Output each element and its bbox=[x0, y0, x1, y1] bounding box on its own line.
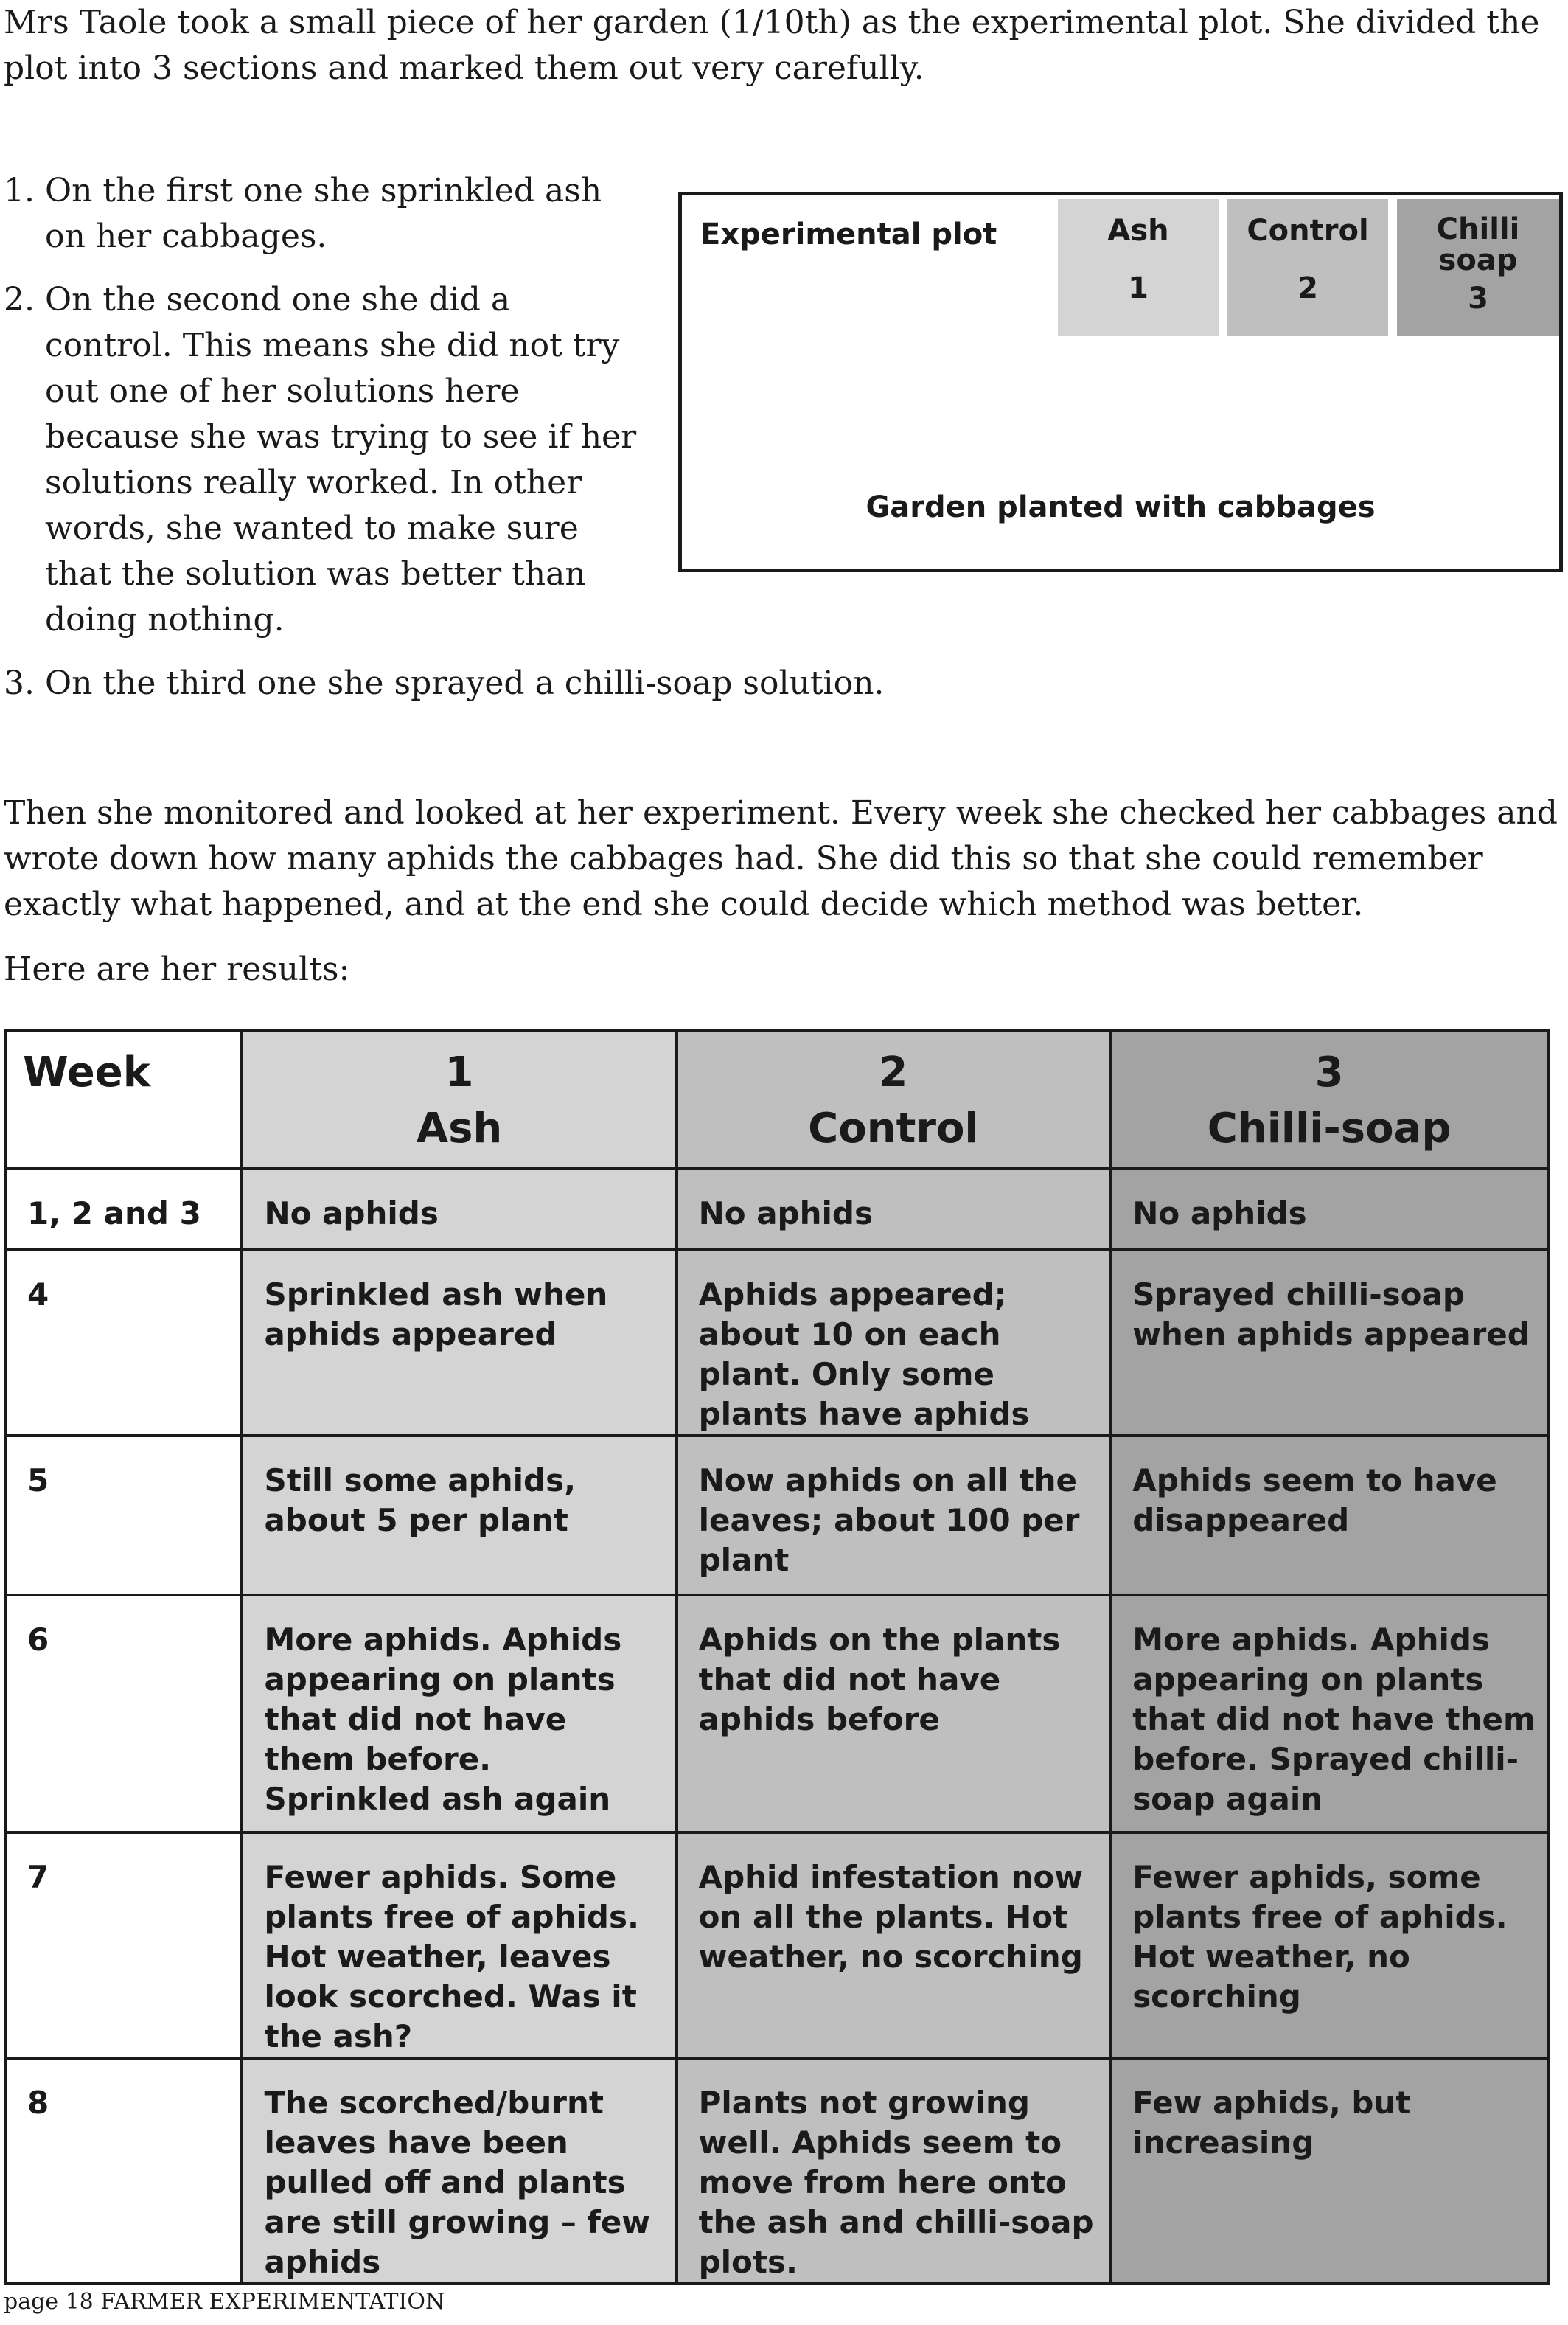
page-footer: page 18 FARMER EXPERIMENTATION bbox=[4, 2289, 445, 2315]
plot-label: Control bbox=[1247, 214, 1369, 248]
list-number: 2. bbox=[4, 281, 35, 319]
header-chilli-soap bbox=[1110, 1030, 1548, 1169]
chilli-soap-cell: Few aphids, but increasing bbox=[1110, 2058, 1548, 2284]
ash-cell: Fewer aphids. Some plants free of aphids. Hot weather, leaves look scorched. Was it the ash? bbox=[242, 1832, 676, 2058]
ash-cell: No aphids bbox=[242, 1169, 676, 1250]
table-header-row bbox=[5, 1030, 1548, 1169]
plot-number: 3 bbox=[1468, 282, 1488, 316]
header-week bbox=[5, 1030, 242, 1169]
plot-label: Ash bbox=[1107, 214, 1169, 248]
list-number: 3. bbox=[4, 664, 35, 702]
monitoring-paragraph: Then she monitored and looked at her experiment. Every week she checked her cabbages and wrote down how many aphids the cabbages had. She did this so that she could remember exactly what happened, and at the end she could decide which method was better. bbox=[4, 794, 1558, 923]
plot-number: 2 bbox=[1297, 271, 1318, 305]
list-item bbox=[4, 168, 649, 260]
chilli-soap-cell: No aphids bbox=[1110, 1169, 1548, 1250]
header-label: Week bbox=[23, 1049, 150, 1097]
ash-cell: More aphids. Aphids appearing on plants that did not have them before. Sprinkled ash again bbox=[242, 1595, 676, 1832]
table-row bbox=[5, 2058, 1548, 2284]
plot-control bbox=[1227, 199, 1388, 336]
week-cell: 5 bbox=[5, 1436, 242, 1595]
diagram-title: Experimental plot bbox=[700, 218, 997, 251]
header-control bbox=[677, 1030, 1111, 1169]
list-text: On the third one she sprayed a chilli-soap solution. bbox=[45, 664, 885, 702]
plot-chilli-soap bbox=[1397, 199, 1559, 336]
week-cell: 7 bbox=[5, 1832, 242, 2058]
control-cell: Aphids appeared; about 10 on each plant. Only some plants have aphids bbox=[677, 1250, 1111, 1436]
week-cell: 4 bbox=[5, 1250, 242, 1436]
intro-paragraph: Mrs Taole took a small piece of her garden (1/10th) as the experimental plot. She divided the plot into 3 sections and marked them out very carefully. bbox=[4, 4, 1540, 87]
control-cell: No aphids bbox=[677, 1169, 1111, 1250]
garden-label: Garden planted with cabbages bbox=[865, 490, 1376, 524]
plot-ash bbox=[1058, 199, 1219, 336]
table-row bbox=[5, 1169, 1548, 1250]
table-row bbox=[5, 1436, 1548, 1595]
ash-cell: Sprinkled ash when aphids appeared bbox=[242, 1250, 676, 1436]
chilli-soap-cell: Fewer aphids, some plants free of aphids. Hot weather, no scorching bbox=[1110, 1832, 1548, 2058]
plot-number: 1 bbox=[1128, 271, 1149, 305]
list-text: On the second one she did a control. This means she did not try out one of her solutions here because she was trying to see if her solutions really worked. In other words, she wanted to make sure that the solution was better than doing nothing. bbox=[45, 281, 637, 639]
control-cell: Now aphids on all the leaves; about 100 per plant bbox=[677, 1436, 1111, 1595]
experimental-plot-diagram bbox=[678, 192, 1563, 572]
chilli-soap-cell: More aphids. Aphids appearing on plants that did not have them before. Sprayed chilli-soap again bbox=[1110, 1595, 1548, 1832]
list-item bbox=[4, 661, 1003, 706]
header-number: 1 bbox=[445, 1049, 474, 1097]
results-intro: Here are her results: bbox=[4, 950, 350, 988]
list-item bbox=[4, 277, 642, 643]
week-cell: 6 bbox=[5, 1595, 242, 1832]
header-number: 3 bbox=[1314, 1049, 1344, 1097]
plot-label: Chilli soap bbox=[1436, 212, 1520, 277]
header-number: 2 bbox=[879, 1049, 908, 1097]
chilli-soap-cell: Sprayed chilli-soap when aphids appeared bbox=[1110, 1250, 1548, 1436]
table-row bbox=[5, 1595, 1548, 1832]
ash-cell: Still some aphids, about 5 per plant bbox=[242, 1436, 676, 1595]
header-ash bbox=[242, 1030, 676, 1169]
table-row bbox=[5, 1832, 1548, 2058]
chilli-soap-cell: Aphids seem to have disappeared bbox=[1110, 1436, 1548, 1595]
list-number: 1. bbox=[4, 172, 35, 209]
control-cell: Plants not growing well. Aphids seem to move from here onto the ash and chilli-soap plots. bbox=[677, 2058, 1111, 2284]
header-label: Chilli-soap bbox=[1207, 1105, 1452, 1153]
results-table bbox=[4, 1029, 1550, 2285]
ash-cell: The scorched/burnt leaves have been pulled off and plants are still growing – few aphids bbox=[242, 2058, 676, 2284]
list-text: On the first one she sprinkled ash on her cabbages. bbox=[45, 172, 602, 255]
control-cell: Aphids on the plants that did not have aphids before bbox=[677, 1595, 1111, 1832]
week-cell: 1, 2 and 3 bbox=[5, 1169, 242, 1250]
header-label: Control bbox=[808, 1105, 979, 1153]
control-cell: Aphid infestation now on all the plants. Hot weather, no scorching bbox=[677, 1832, 1111, 2058]
table-row bbox=[5, 1250, 1548, 1436]
header-label: Ash bbox=[416, 1105, 503, 1153]
week-cell: 8 bbox=[5, 2058, 242, 2284]
